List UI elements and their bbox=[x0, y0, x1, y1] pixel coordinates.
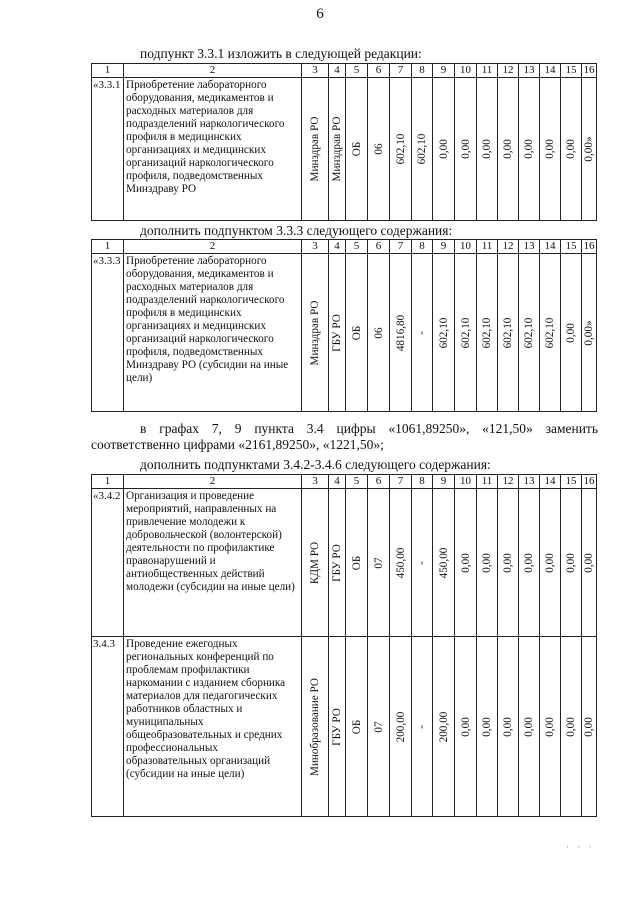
cell-code: 07 bbox=[368, 637, 390, 817]
table-3-3-1 bbox=[91, 63, 597, 221]
intro-text-2: дополнить подпунктом 3.3.3 следующего содержания: bbox=[140, 223, 453, 238]
header-cell: 4 bbox=[329, 240, 346, 254]
cell-budget: ОБ bbox=[346, 254, 368, 412]
cell-value: 0,00 bbox=[519, 78, 540, 221]
table-3-4 bbox=[91, 474, 597, 817]
cell-value: 0,00 bbox=[561, 254, 582, 412]
header-cell: 9 bbox=[433, 64, 455, 78]
cell-value: 0,00 bbox=[561, 78, 582, 221]
header-cell: 3 bbox=[302, 240, 329, 254]
cell-value: 200,00 bbox=[433, 637, 455, 817]
table-3-3-3 bbox=[91, 239, 597, 412]
header-cell: 15 bbox=[561, 240, 582, 254]
header-cell: 4 bbox=[329, 475, 346, 489]
cell-value: 0,00 bbox=[582, 489, 597, 637]
header-cell: 13 bbox=[519, 475, 540, 489]
row-description: Приобретение лабораторного оборудования, медикаментов и расходных материалов для подразделений наркологического профиля в медицинских организациях и медицинских организаций наркологического профиля, подведомственных Минздраву РО bbox=[124, 78, 302, 221]
table-row bbox=[92, 254, 597, 412]
cell-value: 602,10 bbox=[498, 254, 519, 412]
header-cell: 8 bbox=[412, 240, 433, 254]
cell-executor: Минздрав РО bbox=[302, 78, 329, 221]
cell-value: 0,00 bbox=[455, 489, 477, 637]
intro-text-1: подпункт 3.3.1 изложить в следующей редакции: bbox=[140, 46, 422, 61]
cell-value: 0,00 bbox=[540, 489, 561, 637]
cell-code: 06 bbox=[368, 254, 390, 412]
header-cell: 6 bbox=[368, 475, 390, 489]
header-cell: 5 bbox=[346, 64, 368, 78]
header-cell: 1 bbox=[92, 240, 124, 254]
header-cell: 11 bbox=[477, 240, 498, 254]
cell-value: 602,10 bbox=[433, 254, 455, 412]
cell-budget: ОБ bbox=[346, 489, 368, 637]
cell-value: 602,10 bbox=[455, 254, 477, 412]
cell-budget: ОБ bbox=[346, 78, 368, 221]
cell-value: 602,10 bbox=[477, 254, 498, 412]
header-cell: 10 bbox=[455, 475, 477, 489]
header-cell: 7 bbox=[390, 64, 412, 78]
cell-value: 0,00 bbox=[433, 78, 455, 221]
header-cell: 12 bbox=[498, 240, 519, 254]
page-number: 6 bbox=[316, 6, 324, 22]
header-cell: 1 bbox=[92, 64, 124, 78]
cell-value: 0,00 bbox=[561, 489, 582, 637]
header-cell: 14 bbox=[540, 240, 561, 254]
cell-code: 07 bbox=[368, 489, 390, 637]
cell-value: 200,00 bbox=[390, 637, 412, 817]
cell-executor: КДМ РО bbox=[302, 489, 329, 637]
cell-participant: ГБУ РО bbox=[329, 254, 346, 412]
cell-value: 450,00 bbox=[433, 489, 455, 637]
header-cell: 11 bbox=[477, 475, 498, 489]
cell-value: - bbox=[412, 254, 433, 412]
header-cell: 13 bbox=[519, 64, 540, 78]
header-cell: 16 bbox=[583, 240, 595, 252]
cell-value: 0,00 bbox=[498, 78, 519, 221]
header-cell: 7 bbox=[390, 240, 412, 254]
cell-value: 602,10 bbox=[519, 254, 540, 412]
header-cell: 13 bbox=[519, 240, 540, 254]
cell-value: 602,10 bbox=[540, 254, 561, 412]
cell-value: 0,00 bbox=[477, 489, 498, 637]
row-number: «3.3.3 bbox=[92, 254, 124, 412]
header-cell: 5 bbox=[346, 240, 368, 254]
table-header-row bbox=[92, 64, 597, 78]
paragraph-text: в графах 7, 9 пункта 3.4 цифры «1061,89250», «121,50» заменить соответственно цифрами «2161,89250», «1221,50»; bbox=[91, 421, 598, 452]
table-row bbox=[92, 637, 597, 817]
header-cell: 8 bbox=[412, 64, 433, 78]
cell-participant: ГБУ РО bbox=[329, 489, 346, 637]
cell-value: 0,00 bbox=[540, 637, 561, 817]
header-cell: 3 bbox=[302, 64, 329, 78]
cell-value: 0,00» bbox=[582, 254, 597, 412]
header-cell: 14 bbox=[540, 475, 561, 489]
header-cell: 7 bbox=[390, 475, 412, 489]
row-number: 3.4.3 bbox=[92, 637, 124, 817]
cell-value: 450,00 bbox=[390, 489, 412, 637]
header-cell: 16 bbox=[583, 64, 595, 76]
row-description: Проведение ежегодных региональных конференций по проблемам профилактики наркомании с изданием сборника материалов для педагогических работников областных и муниципальных общеобразовательных и средних профессиональных образовательных организаций (субсидии на иные цели) bbox=[124, 637, 302, 817]
cell-value: 0,00 bbox=[455, 637, 477, 817]
header-cell: 10 bbox=[455, 64, 477, 78]
table-header-row bbox=[92, 475, 597, 489]
cell-participant: Минздрав РО bbox=[329, 78, 346, 221]
cell-code: 06 bbox=[368, 78, 390, 221]
header-cell: 10 bbox=[455, 240, 477, 254]
cell-participant: ГБУ РО bbox=[329, 637, 346, 817]
header-cell: 2 bbox=[124, 475, 302, 489]
intro-text-3: дополнить подпунктами 3.4.2-3.4.6 следующего содержания: bbox=[140, 457, 491, 472]
header-cell: 12 bbox=[498, 475, 519, 489]
cell-value: 0,00 bbox=[498, 637, 519, 817]
row-number: «3.3.1 bbox=[92, 78, 124, 221]
cell-value: 0,00 bbox=[477, 637, 498, 817]
table-row bbox=[92, 78, 597, 221]
row-description: Организация и проведение мероприятий, направленных на привлечение молодежи к добровольческой (волонтерской) деятельности по профилактике правонарушений и антиобщественных действий молодежи (субсидии на иные цели) bbox=[124, 489, 302, 637]
cell-value: 0,00» bbox=[582, 78, 597, 221]
header-cell: 9 bbox=[433, 475, 455, 489]
header-cell: 2 bbox=[124, 64, 302, 78]
header-cell: 4 bbox=[329, 64, 346, 78]
cell-value: 0,00 bbox=[498, 489, 519, 637]
cell-value: 602,10 bbox=[412, 78, 433, 221]
cell-value: - bbox=[412, 489, 433, 637]
header-cell: 6 bbox=[368, 240, 390, 254]
cell-executor: Минздрав РО bbox=[302, 254, 329, 412]
cell-value: 0,00 bbox=[455, 78, 477, 221]
cell-value: 0,00 bbox=[477, 78, 498, 221]
cell-value: 602,10 bbox=[390, 78, 412, 221]
scan-marks: · · · bbox=[566, 842, 595, 852]
row-number: «3.4.2 bbox=[92, 489, 124, 637]
cell-value: 4816,80 bbox=[390, 254, 412, 412]
header-cell: 15 bbox=[561, 64, 582, 78]
table-header-row bbox=[92, 240, 597, 254]
header-cell: 11 bbox=[477, 64, 498, 78]
header-cell: 2 bbox=[124, 240, 302, 254]
header-cell: 14 bbox=[540, 64, 561, 78]
cell-value: 0,00 bbox=[582, 637, 597, 817]
cell-value: 0,00 bbox=[561, 637, 582, 817]
cell-value: 0,00 bbox=[540, 78, 561, 221]
row-description: Приобретение лабораторного оборудования, медикаментов и расходных материалов для подразделений наркологического профиля в медицинских организациях и медицинских организаций наркологического профиля, подведомственных Минздраву РО (субсидии на иные цели) bbox=[124, 254, 302, 412]
header-cell: 16 bbox=[583, 475, 595, 487]
header-cell: 15 bbox=[561, 475, 582, 489]
cell-value: - bbox=[412, 637, 433, 817]
cell-value: 0,00 bbox=[519, 637, 540, 817]
cell-value: 0,00 bbox=[519, 489, 540, 637]
header-cell: 9 bbox=[433, 240, 455, 254]
cell-executor: Минобразование РО bbox=[302, 637, 329, 817]
header-cell: 12 bbox=[498, 64, 519, 78]
table-row bbox=[92, 489, 597, 637]
header-cell: 3 bbox=[302, 475, 329, 489]
header-cell: 8 bbox=[412, 475, 433, 489]
header-cell: 1 bbox=[92, 475, 124, 489]
header-cell: 5 bbox=[346, 475, 368, 489]
cell-budget: ОБ bbox=[346, 637, 368, 817]
header-cell: 6 bbox=[368, 64, 390, 78]
